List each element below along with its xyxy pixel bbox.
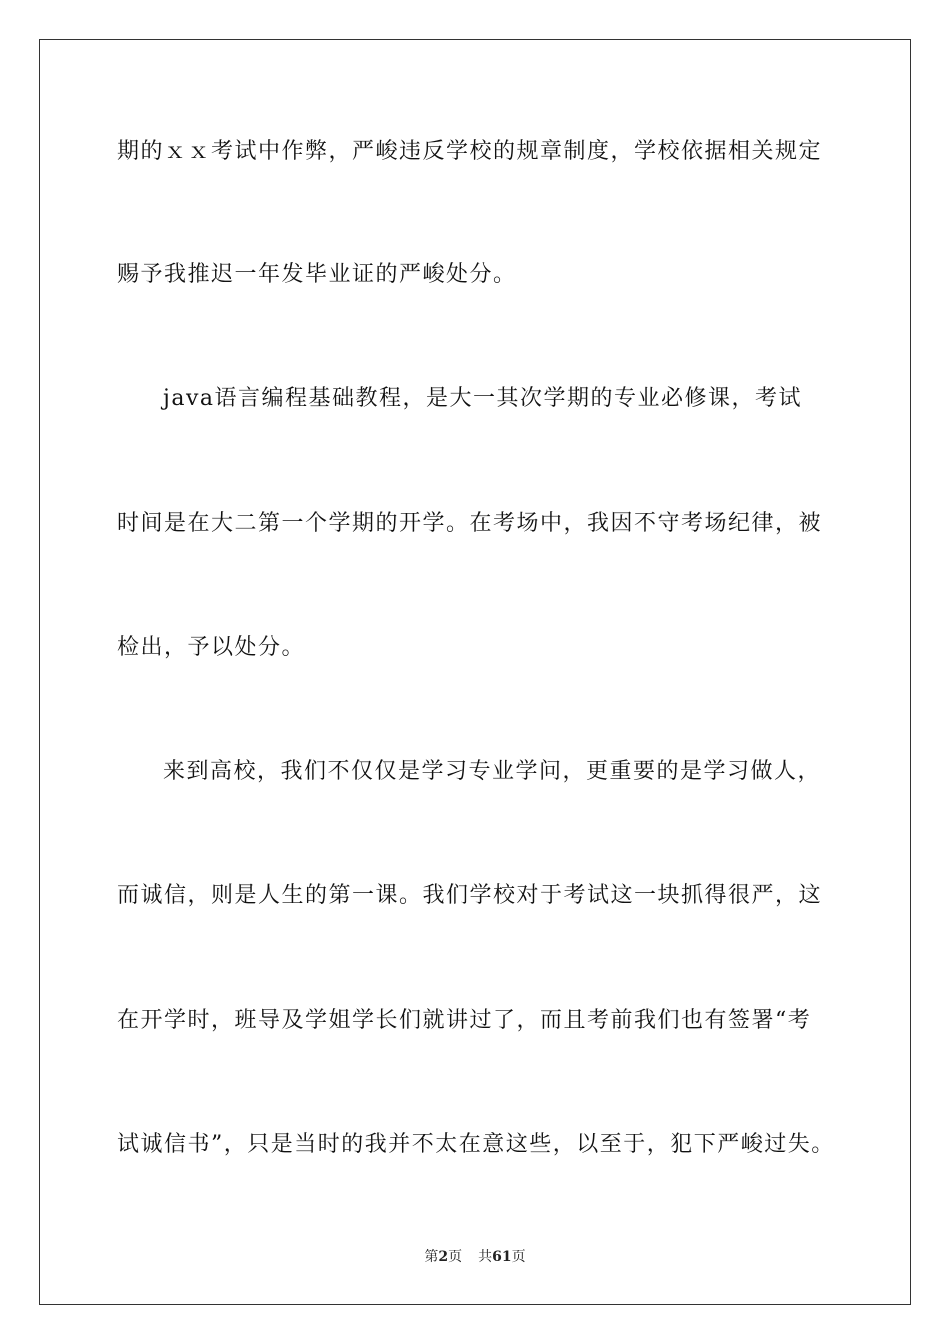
body-text-line: 检出，予以处分。 (117, 635, 306, 660)
body-text-line: 试诚信书”，只是当时的我并不太在意这些，以至于，犯下严峻过失。 (117, 1132, 835, 1157)
paragraph-first-line: 来到高校，我们不仅仅是学习专业学问，更重要的是学习做人， (163, 759, 822, 784)
body-text-line: 期的ｘｘ考试中作弊，严峻违反学校的规章制度，学校依据相关规定 (117, 139, 823, 164)
page-border (39, 39, 911, 1305)
total-pages-suffix: 页 (511, 1249, 526, 1265)
body-text-line: 在开学时，班导及学姐学长们就讲过了，而且考前我们也有签署“考 (117, 1008, 812, 1033)
page-footer (0, 1247, 950, 1267)
total-pages-prefix: 共 (478, 1249, 493, 1265)
paragraph-first-line: java语言编程基础教程，是大一其次学期的专业必修课，考试 (163, 386, 802, 411)
body-text-line: 时间是在大二第一个学期的开学。在考场中，我因不守考场纪律，被 (117, 511, 823, 536)
page-number-prefix: 第 (424, 1249, 439, 1265)
current-page-number: 2 (438, 1249, 449, 1265)
total-pages-number: 61 (492, 1249, 512, 1265)
page-number-suffix: 页 (448, 1249, 463, 1265)
body-text-line: 赐予我推迟一年发毕业证的严峻处分。 (117, 262, 517, 287)
body-text-line: 而诚信，则是人生的第一课。我们学校对于考试这一块抓得很严，这 (117, 883, 823, 908)
